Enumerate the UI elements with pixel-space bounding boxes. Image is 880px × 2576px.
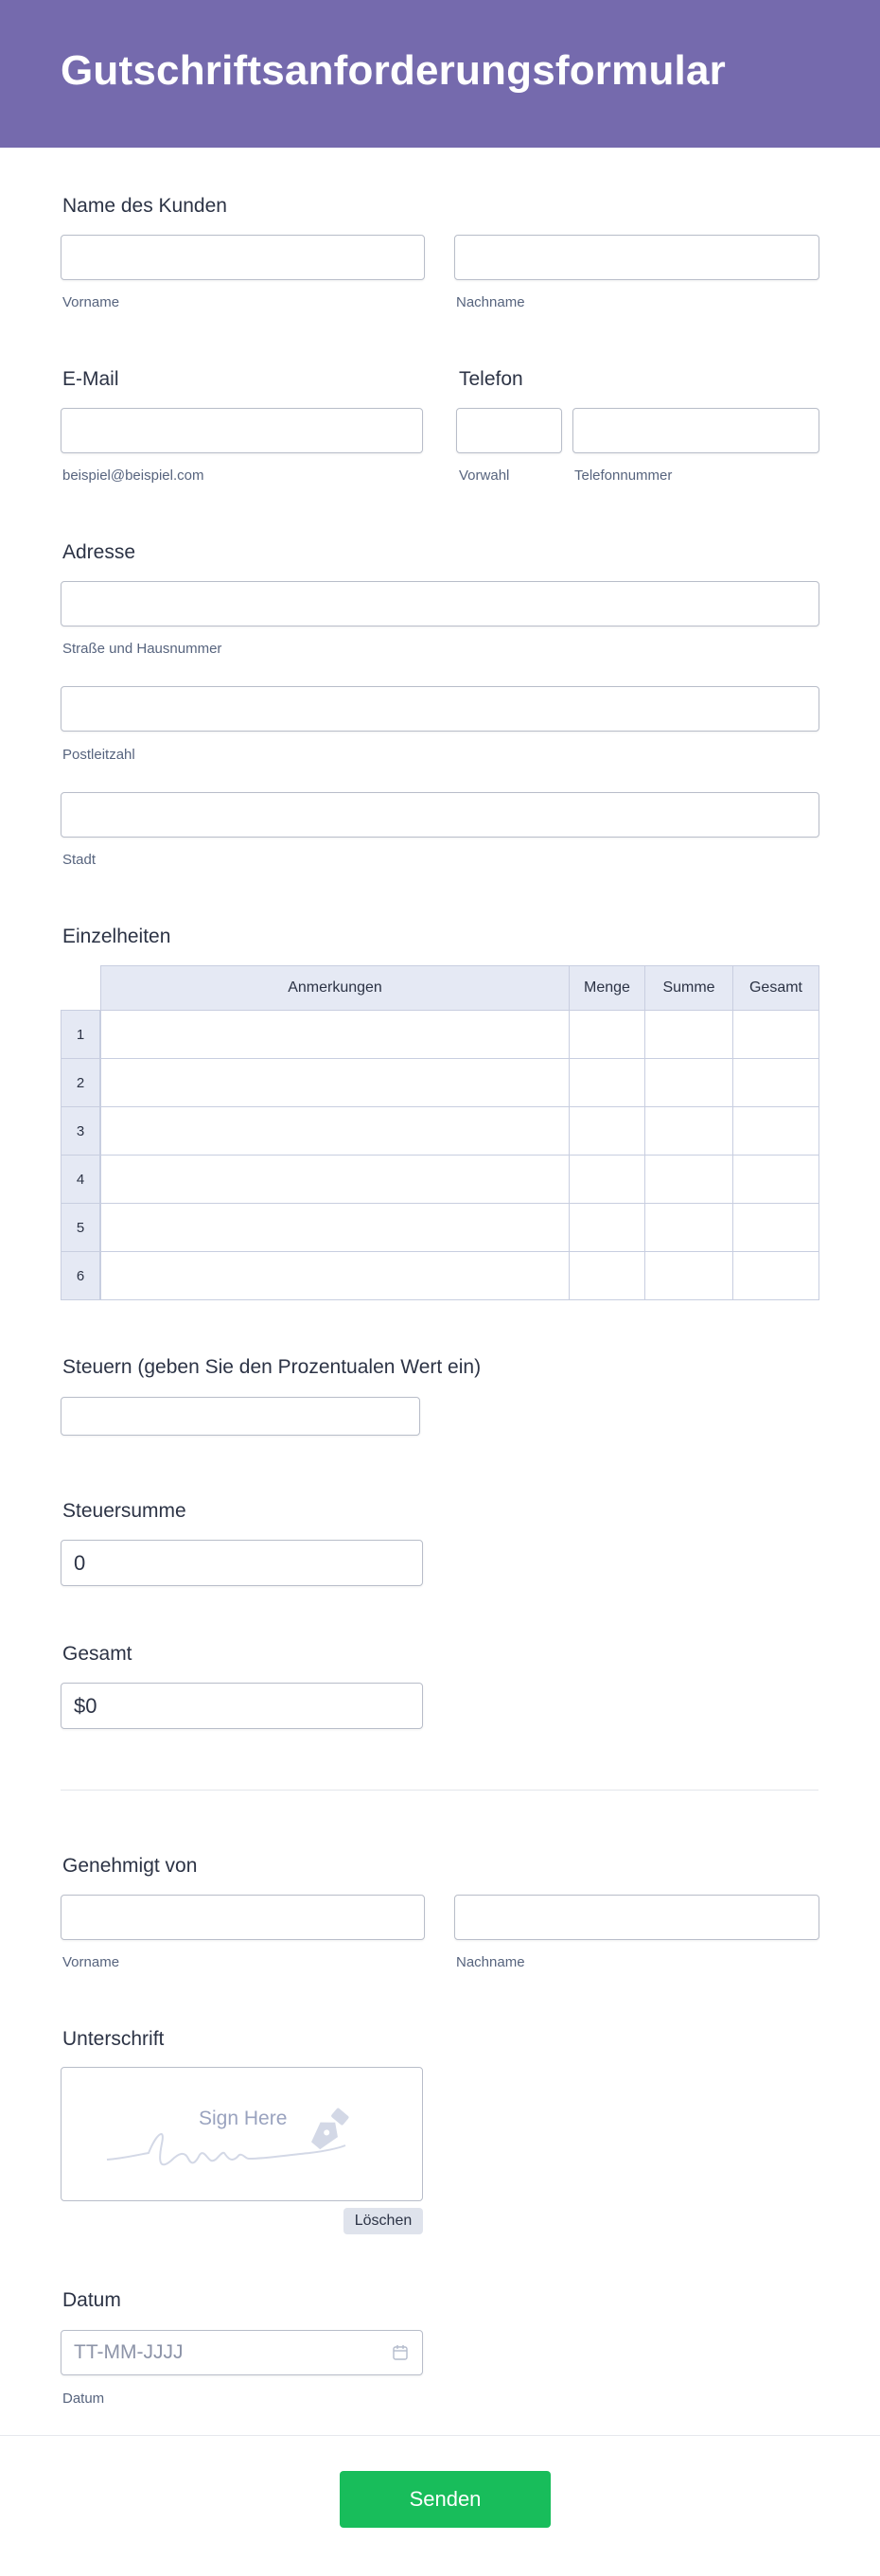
email-sublabel: beispiel@beispiel.com [62,468,204,484]
customer-first-name-sublabel: Vorname [62,294,120,310]
footer-divider [0,2435,880,2436]
column-header-quantity: Menge [569,965,645,1011]
table-cell-notes[interactable] [100,1106,570,1156]
signature-placeholder: Sign Here [199,2108,288,2129]
table-row-number: 3 [61,1106,100,1156]
city-input[interactable] [61,792,819,838]
phone-number-sublabel: Telefonnummer [574,468,673,484]
customer-name-label: Name des Kunden [62,195,227,217]
table-cell-quantity[interactable] [569,1010,645,1059]
table-cell-quantity[interactable] [569,1155,645,1204]
tax-label: Steuern (geben Sie den Prozentualen Wert ein) [62,1356,482,1378]
total-field[interactable]: $0 [61,1683,423,1729]
zip-sublabel: Postleitzahl [62,747,135,763]
column-header-sum: Summe [644,965,733,1011]
table-cell-notes[interactable] [100,1058,570,1107]
address-label: Adresse [62,541,136,563]
table-row-number: 1 [61,1010,100,1059]
table-cell-notes[interactable] [100,1010,570,1059]
table-cell-quantity[interactable] [569,1203,645,1252]
table-cell-sum[interactable] [644,1010,733,1059]
approved-last-name-input[interactable] [454,1895,819,1940]
tax-sum-field[interactable]: 0 [61,1540,423,1586]
table-row-number: 6 [61,1251,100,1300]
column-header-notes: Anmerkungen [100,965,570,1011]
table-cell-total[interactable] [732,1058,819,1107]
table-cell-sum[interactable] [644,1058,733,1107]
email-label: E-Mail [62,368,119,390]
details-label: Einzelheiten [62,926,171,947]
table-cell-quantity[interactable] [569,1251,645,1300]
table-cell-total[interactable] [732,1106,819,1156]
street-sublabel: Straße und Hausnummer [62,641,222,657]
table-cell-total[interactable] [732,1251,819,1300]
signature-scribble-icon [62,2068,424,2202]
date-input[interactable] [61,2330,423,2375]
date-sublabel: Datum [62,2391,105,2407]
tax-input[interactable] [61,1397,420,1436]
table-cell-total[interactable] [732,1203,819,1252]
pen-nib-icon [307,2105,352,2153]
details-table [61,965,819,1300]
phone-number-input[interactable] [572,408,819,453]
form-title: Gutschriftsanforderungsformular [61,47,726,94]
customer-last-name-sublabel: Nachname [456,294,525,310]
street-input[interactable] [61,581,819,626]
table-cell-sum[interactable] [644,1251,733,1300]
table-row-number: 4 [61,1155,100,1204]
table-cell-total[interactable] [732,1010,819,1059]
date-placeholder: TT-MM-JJJJ [74,2341,184,2363]
table-cell-quantity[interactable] [569,1058,645,1107]
zip-input[interactable] [61,686,819,732]
tax-sum-label: Steuersumme [62,1500,186,1522]
table-cell-notes[interactable] [100,1251,570,1300]
table-cell-sum[interactable] [644,1155,733,1204]
approved-first-name-input[interactable] [61,1895,425,1940]
table-cell-notes[interactable] [100,1155,570,1204]
section-divider [61,1790,818,1791]
table-cell-sum[interactable] [644,1203,733,1252]
city-sublabel: Stadt [62,852,97,868]
signature-pad[interactable] [61,2067,423,2201]
area-code-input[interactable] [456,408,562,453]
table-row-number: 5 [61,1203,100,1252]
form-header [0,0,880,148]
email-input[interactable] [61,408,423,453]
area-code-sublabel: Vorwahl [459,468,510,484]
table-cell-quantity[interactable] [569,1106,645,1156]
calendar-icon[interactable] [392,2344,409,2361]
total-label: Gesamt [62,1643,132,1665]
customer-first-name-input[interactable] [61,235,425,280]
approved-by-label: Genehmigt von [62,1855,198,1877]
phone-label: Telefon [459,368,523,390]
table-row-number: 2 [61,1058,100,1107]
approved-last-name-sublabel: Nachname [456,1954,525,1970]
customer-last-name-input[interactable] [454,235,819,280]
table-cell-sum[interactable] [644,1106,733,1156]
clear-signature-button[interactable]: Löschen [343,2208,423,2234]
date-label: Datum [62,2289,121,2311]
column-header-total: Gesamt [732,965,819,1011]
table-cell-total[interactable] [732,1155,819,1204]
table-cell-notes[interactable] [100,1203,570,1252]
approved-first-name-sublabel: Vorname [62,1954,120,1970]
submit-button[interactable]: Senden [340,2471,551,2528]
signature-label: Unterschrift [62,2028,165,2050]
